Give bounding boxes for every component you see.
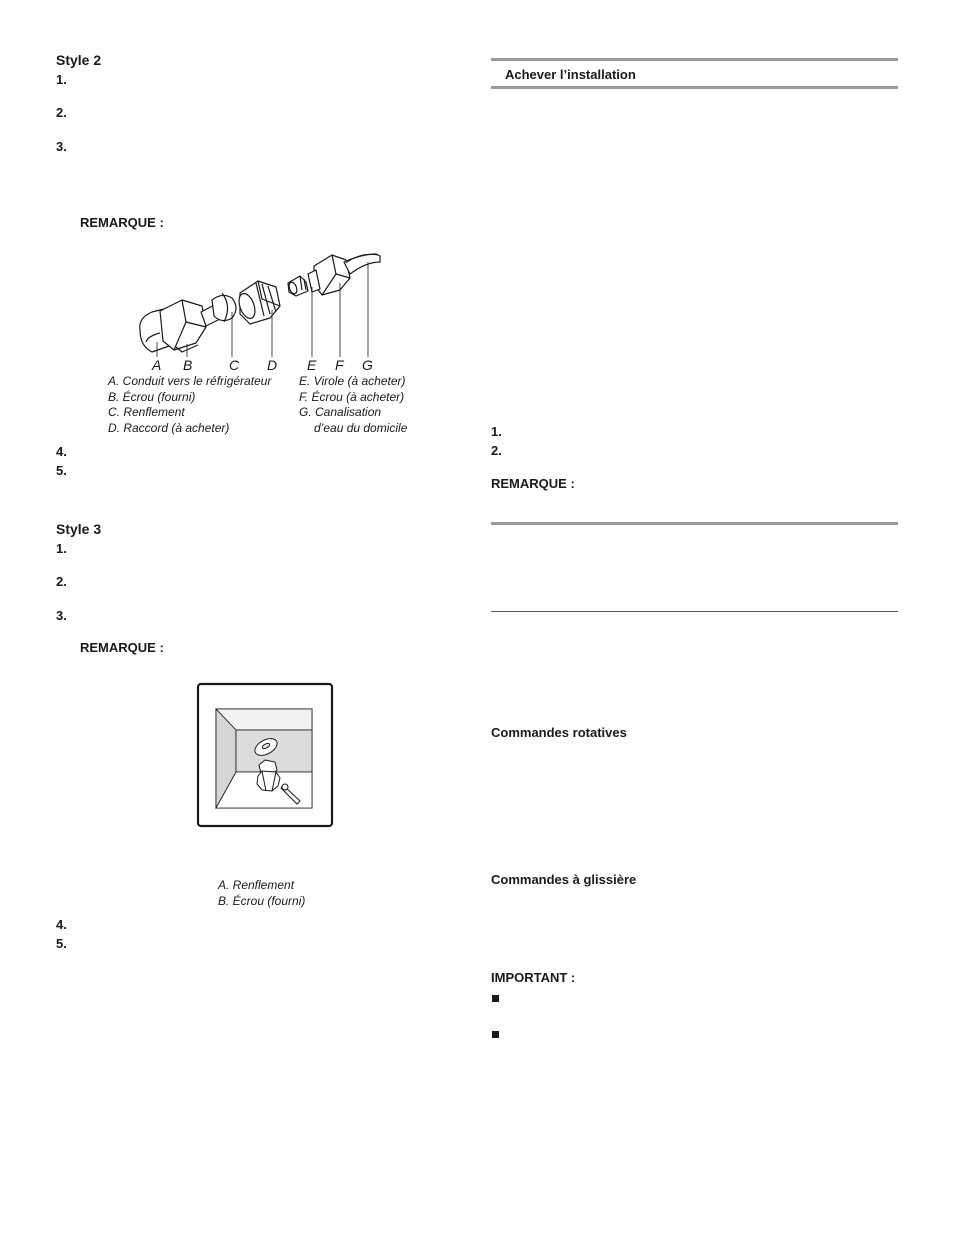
diagram-label-a: A	[152, 357, 162, 373]
section-rule-bottom	[491, 86, 898, 89]
style2-step-1: 1.	[56, 72, 67, 87]
install-step-2: 2.	[491, 443, 502, 458]
style3-step-1: 1.	[56, 541, 67, 556]
style2-step-3: 3.	[56, 139, 67, 154]
caption-b: B. Écrou (fourni)	[108, 389, 196, 404]
diagram-label-d: D	[267, 357, 278, 373]
style3-note: REMARQUE :	[80, 640, 164, 655]
slide-controls-title: Commandes à glissière	[491, 872, 637, 887]
style2-step-4: 4.	[56, 444, 67, 459]
caption-f: F. Écrou (à acheter)	[299, 389, 405, 404]
important-label: IMPORTANT :	[491, 970, 576, 985]
section-title: Achever l’installation	[505, 67, 636, 82]
caption-a: A. Conduit vers le réfrigérateur	[108, 374, 272, 388]
style2-step-5: 5.	[56, 463, 67, 478]
style3-caption-b: B. Écrou (fourni)	[218, 893, 306, 908]
section-rule-top	[491, 58, 898, 61]
style3-step-3: 3.	[56, 608, 67, 623]
install-note: REMARQUE :	[491, 476, 575, 491]
style3-heading: Style 3	[56, 521, 102, 537]
rotary-controls-title: Commandes rotatives	[491, 725, 627, 740]
diagram-label-f: F	[335, 357, 344, 373]
style3-step-5: 5.	[56, 936, 67, 951]
style3-step-2: 2.	[56, 574, 67, 589]
bullet-square-icon	[492, 1031, 499, 1038]
install-step-1: 1.	[491, 424, 502, 439]
diagram-label-c: C	[229, 357, 240, 373]
style2-note: REMARQUE :	[80, 215, 164, 230]
diagram-label-b: B	[183, 357, 193, 373]
caption-g-continued: d’eau du domicile	[314, 420, 408, 435]
caption-e: E. Virole (à acheter)	[299, 374, 406, 388]
caption-c: C. Renflement	[108, 405, 185, 419]
style3-step-4: 4.	[56, 917, 67, 932]
bullet-square-icon	[492, 995, 499, 1002]
style2-step-2: 2.	[56, 105, 67, 120]
caption-d: D. Raccord (à acheter)	[108, 420, 230, 435]
diagram-label-g: G	[362, 357, 373, 373]
style2-heading: Style 2	[56, 52, 102, 68]
diagram-label-e: E	[307, 357, 317, 373]
warning-rule-top	[491, 522, 898, 525]
warning-rule-bottom	[491, 611, 898, 612]
style3-caption-a: A. Renflement	[218, 878, 295, 892]
style3-captions	[218, 878, 305, 909]
caption-g: G. Canalisation	[299, 405, 382, 419]
